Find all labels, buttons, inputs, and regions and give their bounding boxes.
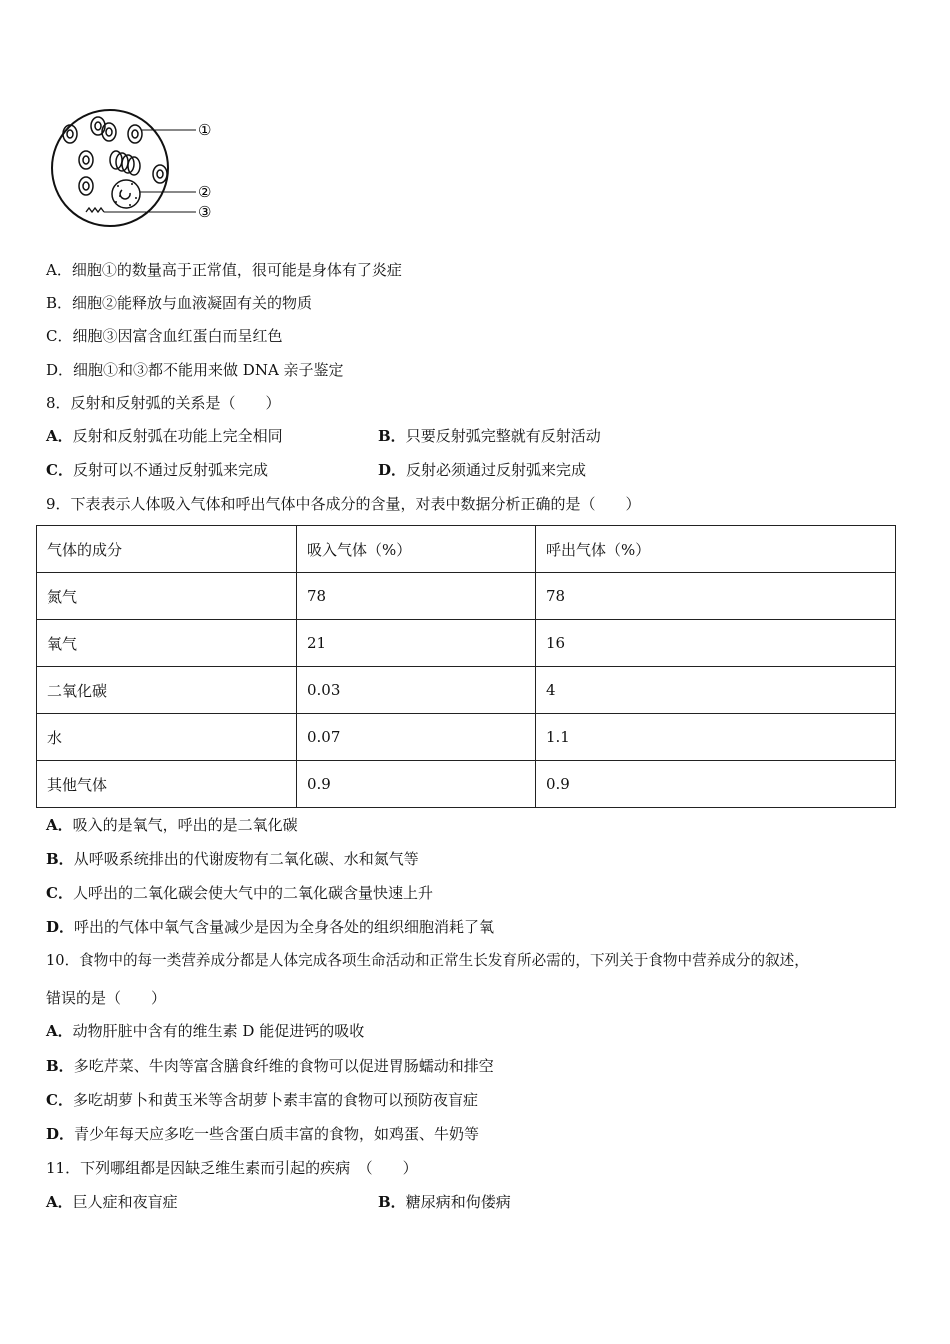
table-cell: 78 <box>297 573 536 620</box>
gas-composition-table <box>36 525 896 808</box>
table-cell: 4 <box>536 667 896 714</box>
option-letter: A． <box>46 1193 73 1211</box>
table-cell: 0.03 <box>297 667 536 714</box>
option-letter: B． <box>378 1193 406 1211</box>
q9-option-c <box>46 883 433 903</box>
label-3: ③ <box>198 203 212 221</box>
table-cell: 0.9 <box>297 761 536 808</box>
option-letter: C． <box>46 884 73 902</box>
table-cell: 二氧化碳 <box>37 667 297 714</box>
table-row <box>37 573 896 620</box>
q9-stem: 9．下表表示人体吸入气体和呼出气体中各成分的含量，对表中数据分析正确的是（ ） <box>46 495 641 513</box>
q10-option-c <box>46 1090 478 1110</box>
option-text: 多吃胡萝卜和黄玉米等含胡萝卜素丰富的食物可以预防夜盲症 <box>72 1091 478 1109</box>
table-header-row <box>37 526 896 573</box>
blood-cell-diagram <box>46 108 226 228</box>
option-text: 人呼出的二氧化碳会使大气中的二氧化碳含量快速上升 <box>72 884 433 902</box>
table-cell: 1.1 <box>536 714 896 761</box>
label-2: ② <box>198 183 212 201</box>
option-letter: A． <box>46 816 73 834</box>
option-letter: D． <box>46 1125 75 1143</box>
option-letter: A． <box>46 427 73 445</box>
option-text: 反射和反射弧在功能上完全相同 <box>72 427 283 445</box>
option-letter: C． <box>46 461 73 479</box>
table-cell: 78 <box>536 573 896 620</box>
q11-stem: 11．下列哪组都是因缺乏维生素而引起的疾病 （ ） <box>46 1159 418 1177</box>
table-cell: 其他气体 <box>37 761 297 808</box>
option-text: 从呼吸系统排出的代谢废物有二氧化碳、水和氮气等 <box>73 850 419 868</box>
option-text: 吸入的是氧气，呼出的是二氧化碳 <box>72 816 298 834</box>
q9-option-b <box>46 849 419 869</box>
q7-option-d: D．细胞①和③都不能用来做 DNA 亲子鉴定 <box>46 361 344 379</box>
table-cell: 0.9 <box>536 761 896 808</box>
q9-option-d <box>46 917 494 937</box>
table-row <box>37 620 896 667</box>
q9-option-a <box>46 815 298 835</box>
option-text: 反射可以不通过反射弧来完成 <box>72 461 268 479</box>
option-letter: C． <box>46 1091 73 1109</box>
label-1: ① <box>198 121 212 139</box>
option-text: 巨人症和夜盲症 <box>72 1193 178 1211</box>
option-text: 多吃芹菜、牛肉等富含膳食纤维的食物可以促进胃肠蠕动和排空 <box>73 1057 494 1075</box>
table-cell: 氧气 <box>37 620 297 667</box>
q7-option-b: B．细胞②能释放与血液凝固有关的物质 <box>46 294 313 312</box>
table-row <box>37 714 896 761</box>
q10-stem-line1: 10．食物中的每一类营养成分都是人体完成各项生命活动和正常生长发育所必需的，下列关于食物中营养成分的叙述， <box>46 952 809 969</box>
option-text: 呼出的气体中氧气含量减少是因为全身各处的组织细胞消耗了氧 <box>74 918 495 936</box>
option-text: 动物肝脏中含有的维生素 D 能促进钙的吸收 <box>72 1022 365 1040</box>
q7-option-c: C．细胞③因富含血红蛋白而呈红色 <box>46 327 283 345</box>
option-text: 只要反射弧完整就有反射活动 <box>405 427 601 445</box>
q8-option-a <box>46 426 283 446</box>
header-cell: 呼出气体（%） <box>536 526 896 573</box>
q8-option-d <box>378 460 586 480</box>
option-text: 反射必须通过反射弧来完成 <box>406 461 587 479</box>
option-letter: D． <box>46 918 75 936</box>
table-row <box>37 761 896 808</box>
table-cell: 16 <box>536 620 896 667</box>
option-letter: B． <box>46 1057 74 1075</box>
table-cell: 21 <box>297 620 536 667</box>
option-letter: B． <box>46 850 74 868</box>
q10-option-b <box>46 1056 494 1076</box>
header-cell: 气体的成分 <box>37 526 297 573</box>
option-letter: B． <box>378 427 406 445</box>
table-row <box>37 667 896 714</box>
q8-option-c <box>46 460 268 480</box>
q11-option-a <box>46 1192 178 1212</box>
q11-option-b <box>378 1192 511 1212</box>
option-letter: D． <box>378 461 407 479</box>
header-cell: 吸入气体（%） <box>297 526 536 573</box>
option-letter: A． <box>46 1022 73 1040</box>
q10-stem-line2: 错误的是（ ） <box>46 989 167 1007</box>
q7-option-a: A．细胞①的数量高于正常值，很可能是身体有了炎症 <box>46 261 402 279</box>
q10-option-d <box>46 1124 479 1144</box>
table-cell: 0.07 <box>297 714 536 761</box>
option-text: 糖尿病和佝偻病 <box>405 1193 511 1211</box>
table-cell: 氮气 <box>37 573 297 620</box>
table-cell: 水 <box>37 714 297 761</box>
q8-option-b <box>378 426 601 446</box>
q8-stem: 8．反射和反射弧的关系是（ ） <box>46 394 281 412</box>
option-text: 青少年每天应多吃一些含蛋白质丰富的食物，如鸡蛋、牛奶等 <box>74 1125 480 1143</box>
q10-option-a <box>46 1021 364 1041</box>
